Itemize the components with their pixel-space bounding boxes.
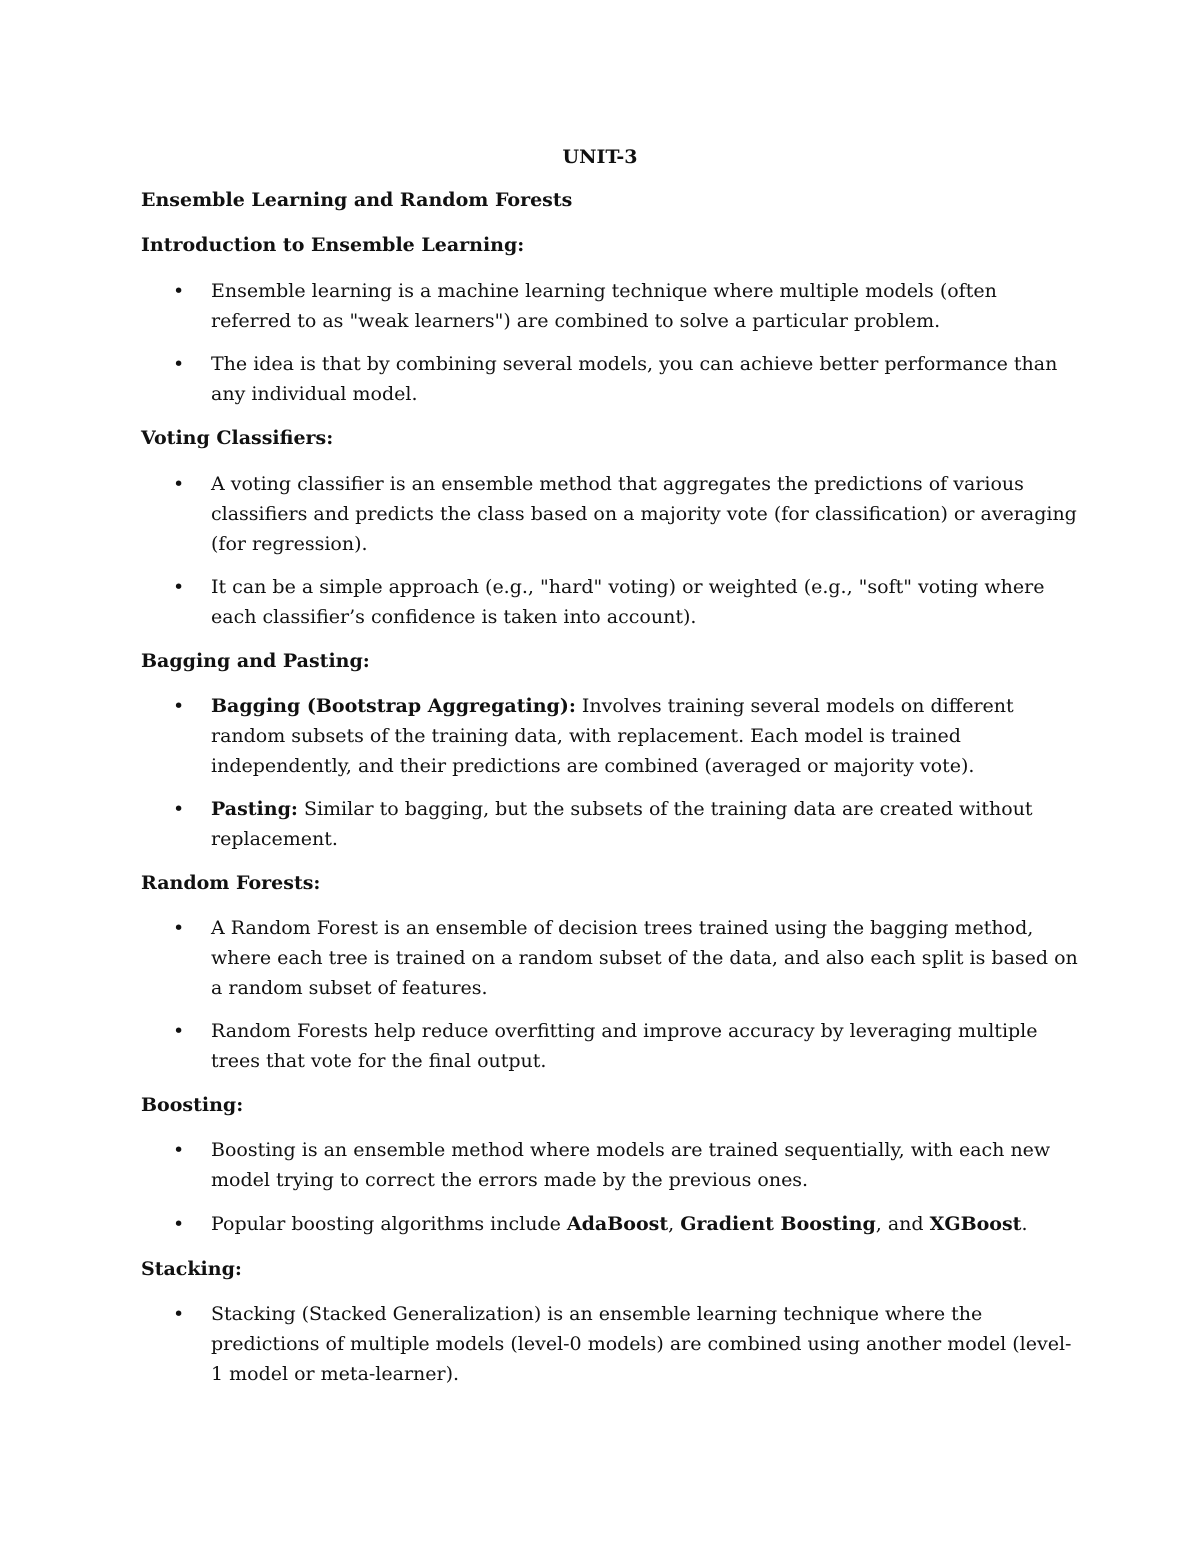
list-item-text: A Random Forest is an ensemble of decision trees trained using the bagging method, where each tree is trained on a random subset of the data, and also each split is based on a random subset of features.	[211, 917, 1078, 999]
algorithm-xgboost: XGBoost	[929, 1213, 1022, 1235]
bullet-icon: •	[173, 798, 185, 820]
list-item-text: Boosting is an ensemble method where models are trained sequentially, with each new model trying to correct the errors made by the previous ones.	[211, 1139, 1051, 1191]
unit-title: UNIT-3	[562, 146, 638, 168]
text-segment: .	[1021, 1213, 1028, 1235]
section-heading-bagging: Bagging and Pasting:	[141, 650, 370, 672]
list-item-text: Stacking (Stacked Generalization) is an ensemble learning technique where the predictions of multiple models (level-0 models) are combined using another model (level-1 model or meta-learner).	[211, 1303, 1072, 1385]
text-segment: ,	[668, 1213, 681, 1235]
bullet-icon: •	[173, 1213, 185, 1235]
list-item-text: Ensemble learning is a machine learning technique where multiple models (often referred to as "weak learners") are combined to solve a particular problem.	[211, 280, 997, 332]
bullet-icon: •	[173, 695, 185, 717]
bullet-icon: •	[173, 1020, 185, 1042]
bullet-icon: •	[173, 1139, 185, 1161]
section-heading-introduction: Introduction to Ensemble Learning:	[141, 234, 525, 256]
list-item-text	[211, 794, 1081, 854]
list-item-text: A voting classifier is an ensemble method that aggregates the predictions of various classifiers and predicts the class based on a majority vote (for classification) or averaging (for regression).	[211, 473, 1077, 555]
bullet-icon: •	[173, 917, 185, 939]
bullet-icon: •	[173, 280, 185, 302]
section-heading-boosting: Boosting:	[141, 1094, 244, 1116]
document-heading: Ensemble Learning and Random Forests	[141, 189, 573, 211]
list-item-text: It can be a simple approach (e.g., "hard" voting) or weighted (e.g., "soft" voting where each classifier’s confidence is taken into account).	[211, 576, 1045, 628]
bullet-icon: •	[173, 576, 185, 598]
section-heading-stacking: Stacking:	[141, 1258, 242, 1280]
text-segment: , and	[875, 1213, 930, 1235]
list-item-text	[211, 1209, 1081, 1239]
list-item-text	[211, 691, 1081, 781]
term-pasting: Pasting:	[211, 798, 298, 820]
term-description: Involves training several models on different random subsets of the training data, with replacement. Each model is trained independently, and their predictions are combined (averaged or majority vote).	[211, 695, 1014, 777]
text-segment: Popular boosting algorithms include	[211, 1213, 567, 1235]
term-description: Similar to bagging, but the subsets of the training data are created without replacement.	[211, 798, 1033, 850]
bullet-icon: •	[173, 473, 185, 495]
section-heading-random-forests: Random Forests:	[141, 872, 321, 894]
bullet-icon: •	[173, 1303, 185, 1325]
list-item-text: Random Forests help reduce overfitting and improve accuracy by leveraging multiple trees that vote for the final output.	[211, 1020, 1038, 1072]
bullet-icon: •	[173, 353, 185, 375]
algorithm-gradient-boosting: Gradient Boosting	[680, 1213, 876, 1235]
term-bagging: Bagging (Bootstrap Aggregating):	[211, 695, 576, 717]
list-item-text: The idea is that by combining several models, you can achieve better performance than any individual model.	[211, 353, 1058, 405]
algorithm-adaboost: AdaBoost	[566, 1213, 669, 1235]
section-heading-voting: Voting Classifiers:	[141, 427, 334, 449]
